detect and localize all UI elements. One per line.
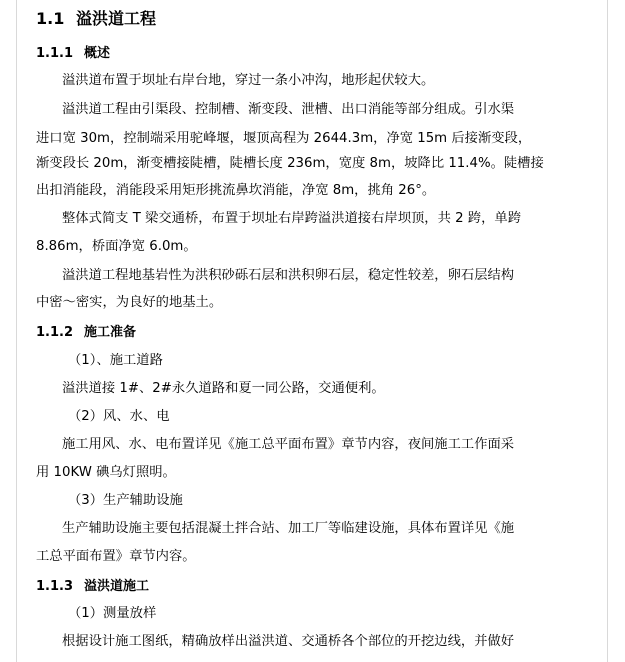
- prep-item-3-title: （3）生产辅助设施: [68, 493, 183, 508]
- overview-paragraph-3-line-1: 整体式简支 T 梁交通桥，布置于坝址右岸跨溢洪道接右岸坝顶，共 2 跨，单跨: [62, 211, 521, 226]
- overview-paragraph-2-line-4: 出扣消能段，消能段采用矩形挑流鼻坎消能，净宽 8m，挑角 26°。: [36, 183, 436, 198]
- subsection-heading-overview: [36, 45, 110, 62]
- subsection-title: 概述: [84, 46, 111, 61]
- subsection-number: 1.1.1: [36, 46, 74, 61]
- page-frame-right-border: [607, 0, 608, 662]
- subsection-number: 1.1.3: [36, 579, 74, 594]
- prep-item-2-line-1: 施工用风、水、电布置详见《施工总平面布置》章节内容，夜间施工工作面采: [62, 437, 515, 452]
- subsection-title: 施工准备: [84, 325, 137, 340]
- overview-paragraph-1: 溢洪道布置于坝址右岸台地，穿过一条小冲沟，地形起伏较大。: [62, 73, 435, 88]
- prep-item-3-line-2: 工总平面布置》章节内容。: [36, 549, 196, 564]
- section-title: 溢洪道工程: [76, 9, 157, 28]
- construction-item-1-line-1: 根据设计施工图纸，精确放样出溢洪道、交通桥各个部位的开挖边线，并做好: [62, 634, 515, 649]
- prep-item-1-text: 溢洪道接 1#、2#永久道路和夏一同公路，交通便利。: [62, 381, 385, 396]
- subsection-heading-construction: [36, 578, 149, 595]
- prep-item-3-line-1: 生产辅助设施主要包括混凝土拌合站、加工厂等临建设施，具体布置详见《施: [62, 521, 515, 536]
- subsection-number: 1.1.2: [36, 325, 74, 340]
- overview-paragraph-4-line-2: 中密～密实，为良好的地基土。: [36, 295, 223, 310]
- subsection-heading-preparation: [36, 324, 136, 341]
- prep-item-2-line-2: 用 10KW 碘乌灯照明。: [36, 465, 176, 480]
- overview-paragraph-2-line-3: 渐变段长 20m，渐变槽接陡槽，陡槽长度 236m，宽度 8m，坡降比 11.4%。陡槽接: [36, 156, 544, 171]
- overview-paragraph-3-line-2: 8.86m，桥面净宽 6.0m。: [36, 239, 197, 254]
- construction-item-1-title: （1）测量放样: [68, 606, 157, 621]
- section-heading: [36, 9, 156, 29]
- overview-paragraph-2-line-2: 进口宽 30m，控制端采用驼峰堰，堰顶高程为 2644.3m，净宽 15m 后接渐变段，: [36, 131, 532, 146]
- overview-paragraph-4-line-1: 溢洪道工程地基岩性为洪积砂砾石层和洪积卵石层，稳定性较差，卵石层结构: [62, 268, 515, 283]
- prep-item-1-title: （1）、施工道路: [68, 353, 163, 368]
- section-number: 1.1: [36, 9, 65, 28]
- overview-paragraph-2-line-1: 溢洪道工程由引渠段、控制槽、渐变段、泄槽、出口消能等部分组成。引水渠: [62, 102, 515, 117]
- subsection-title: 溢洪道施工: [84, 579, 150, 594]
- prep-item-2-title: （2）风、水、电: [68, 409, 170, 424]
- page-frame-left-border: [16, 0, 17, 662]
